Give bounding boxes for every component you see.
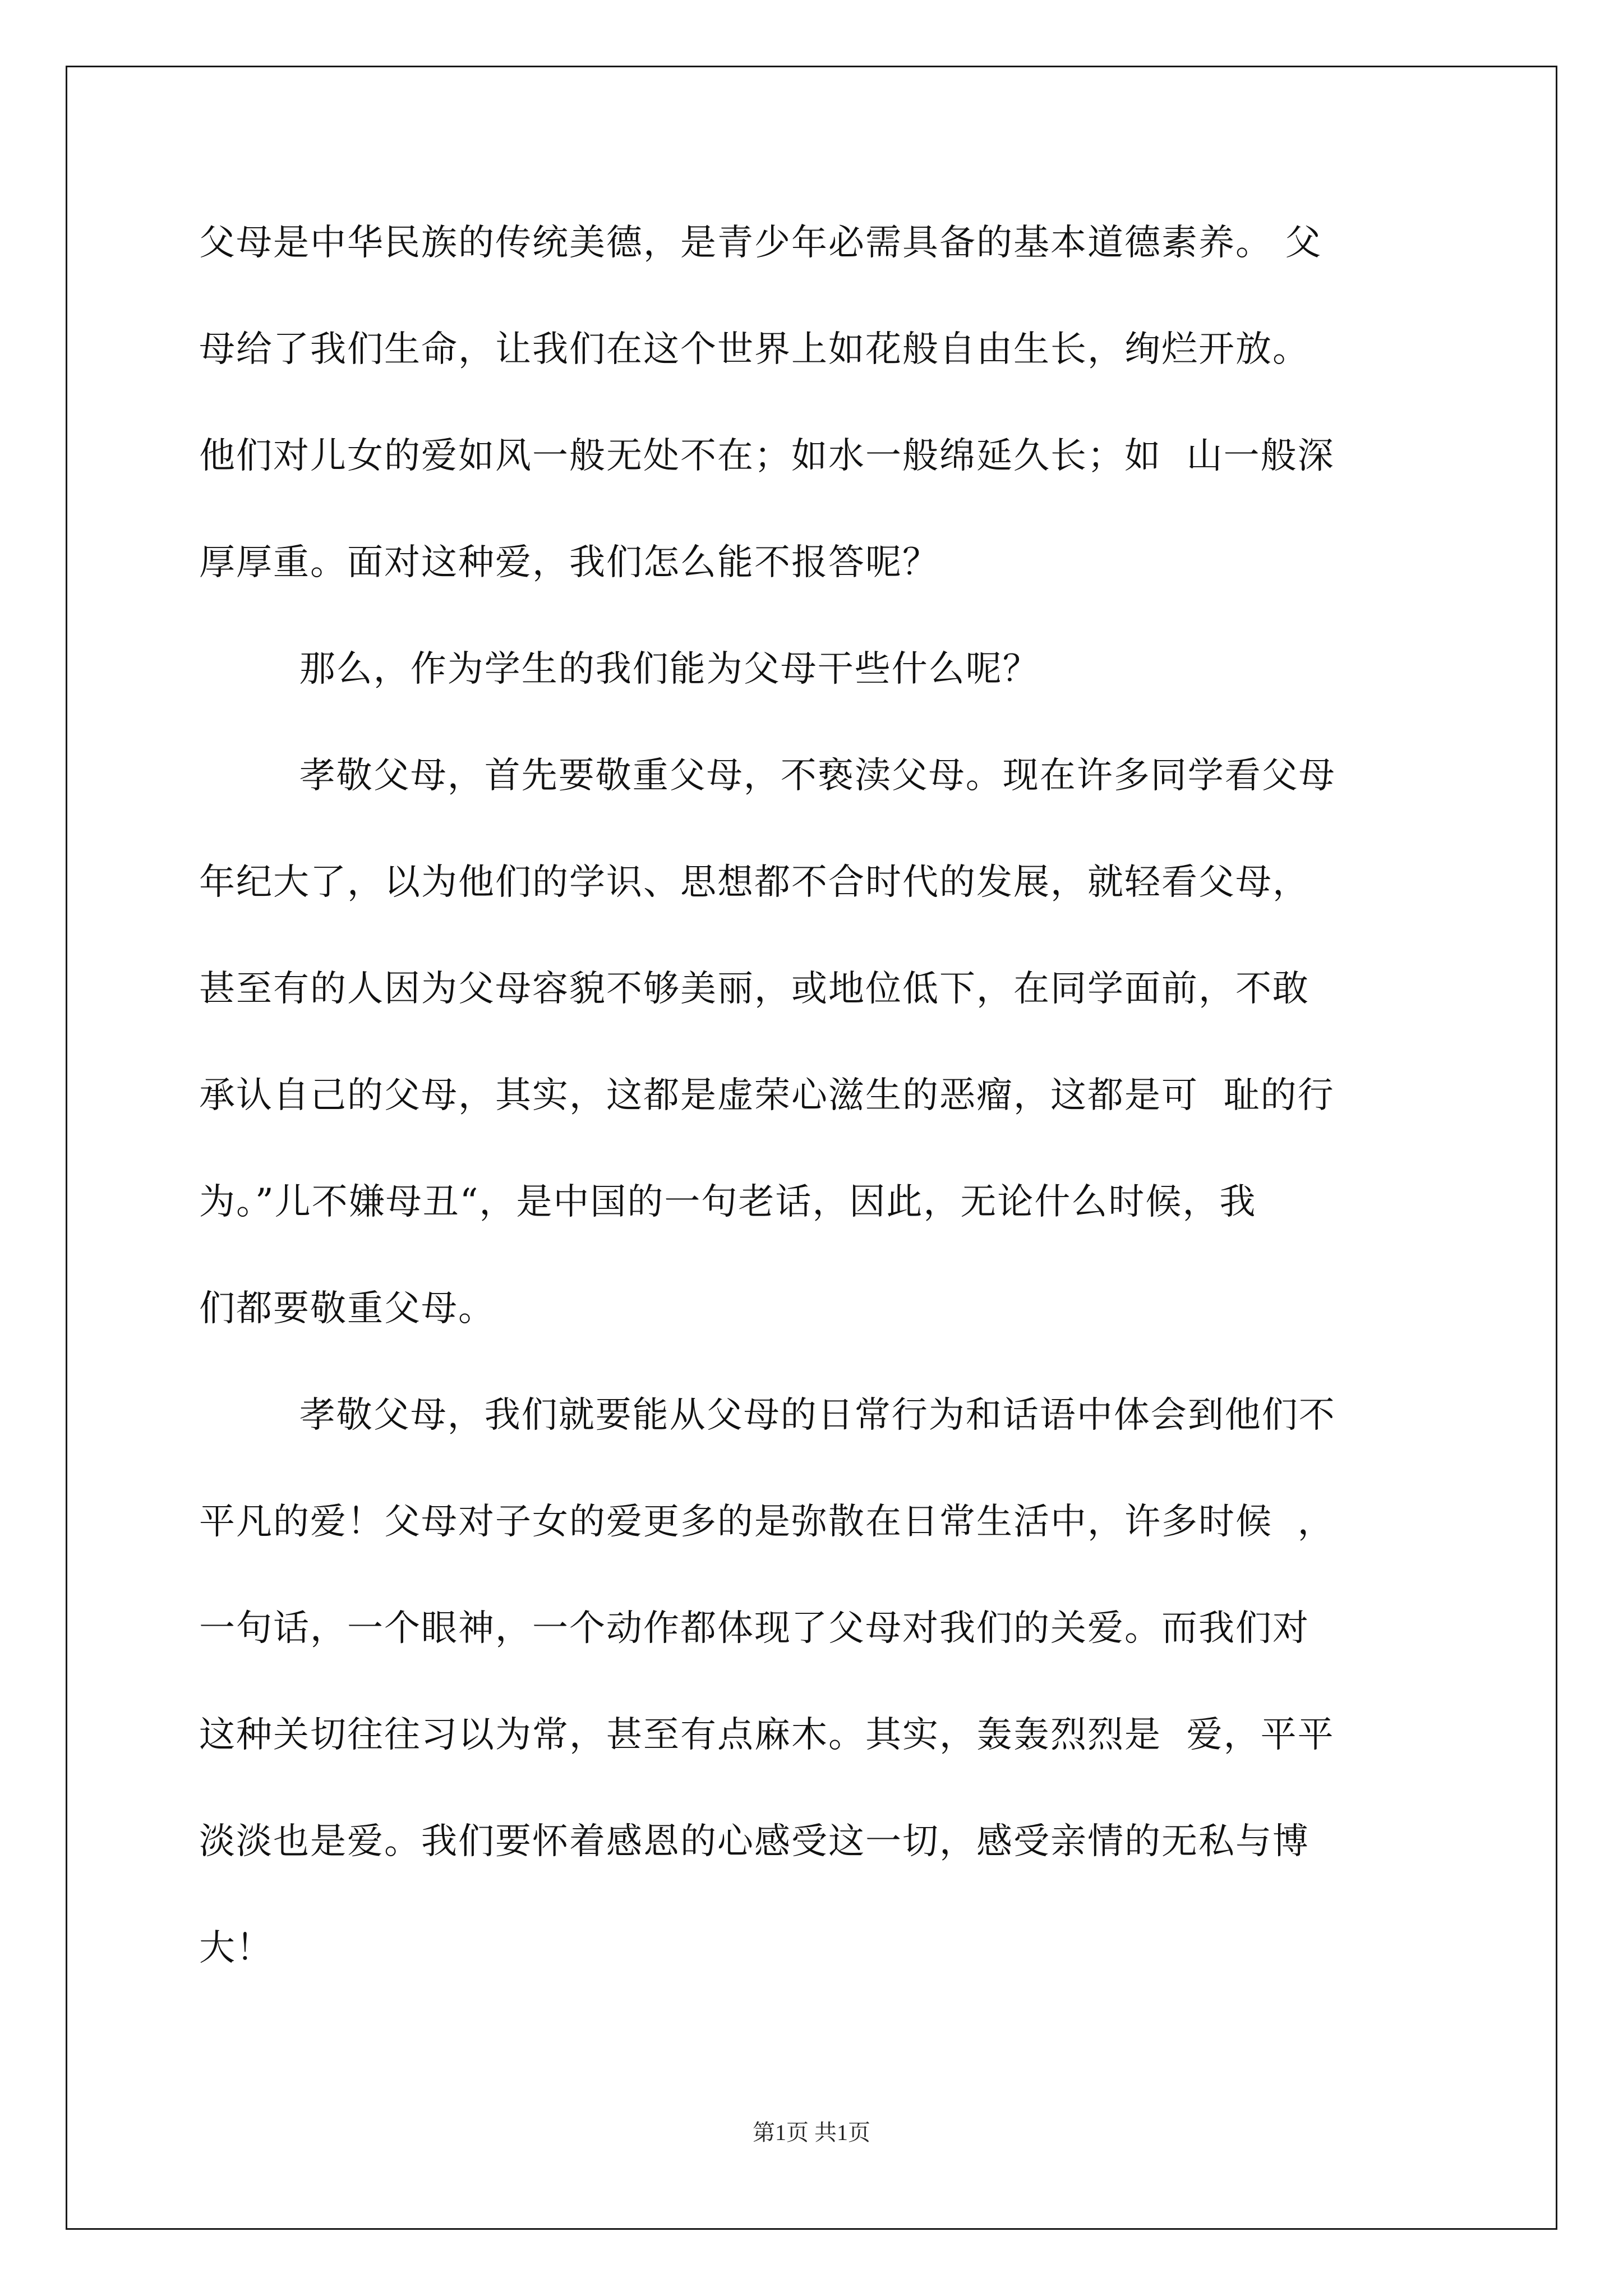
text-line: 们都要敬重父母。 (199, 1288, 495, 1329)
text-line: 甚至有的人因为父母容貌不够美丽，或地位低下，在同学面前，不敢 (199, 968, 1310, 1010)
text-line: 那么，作为学生的我们能为父母干些什么呢？ (199, 648, 1040, 690)
text-line: 孝敬父母，首先要敬重父母，不亵渎父母。现在许多同学看父母 (199, 755, 1336, 797)
text-line: 厚厚重。面对这种爱，我们怎么能不报答呢？ (199, 542, 939, 583)
page-footer: 第1页 共1页 (753, 2120, 870, 2145)
body-text (199, 223, 1433, 2035)
text-line: 淡淡也是爱。我们要怀着感恩的心感受这一切，感受亲情的无私与博 (199, 1821, 1310, 1862)
text-line: 父母是中华民族的传统美德，是青少年必需具备的基本道德素养。 父 (199, 222, 1322, 264)
text-line: 一句话，一个眼神，一个动作都体现了父母对我们的关爱。而我们对 (199, 1608, 1310, 1649)
text-line: 孝敬父母，我们就要能从父母的日常行为和话语中体会到他们不 (199, 1395, 1336, 1436)
text-line: 大！ (199, 1927, 273, 1969)
text-line: 年纪大了，以为他们的学识、思想都不合时代的发展，就轻看父母， (199, 862, 1310, 903)
text-line: 平凡的爱！父母对子女的爱更多的是弥散在日常生活中，许多时候 ， (199, 1501, 1335, 1543)
text-line: 他们对儿女的爱如风一般无处不在；如水一般绵延久长；如 山一般深 (199, 435, 1335, 477)
text-line: 为。”儿不嫌母丑“，是中国的一句老话，因此，无论什么时候，我 (199, 1181, 1257, 1223)
text-line: 承认自己的父母，其实，这都是虚荣心滋生的恶瘤，这都是可 耻的行 (199, 1075, 1335, 1116)
text-line: 母给了我们生命，让我们在这个世界上如花般自由生长，绚烂开放。 (199, 329, 1310, 370)
text-line: 这种关切往往习以为常，甚至有点麻木。其实，轰轰烈烈是 爱，平平 (199, 1714, 1335, 1756)
